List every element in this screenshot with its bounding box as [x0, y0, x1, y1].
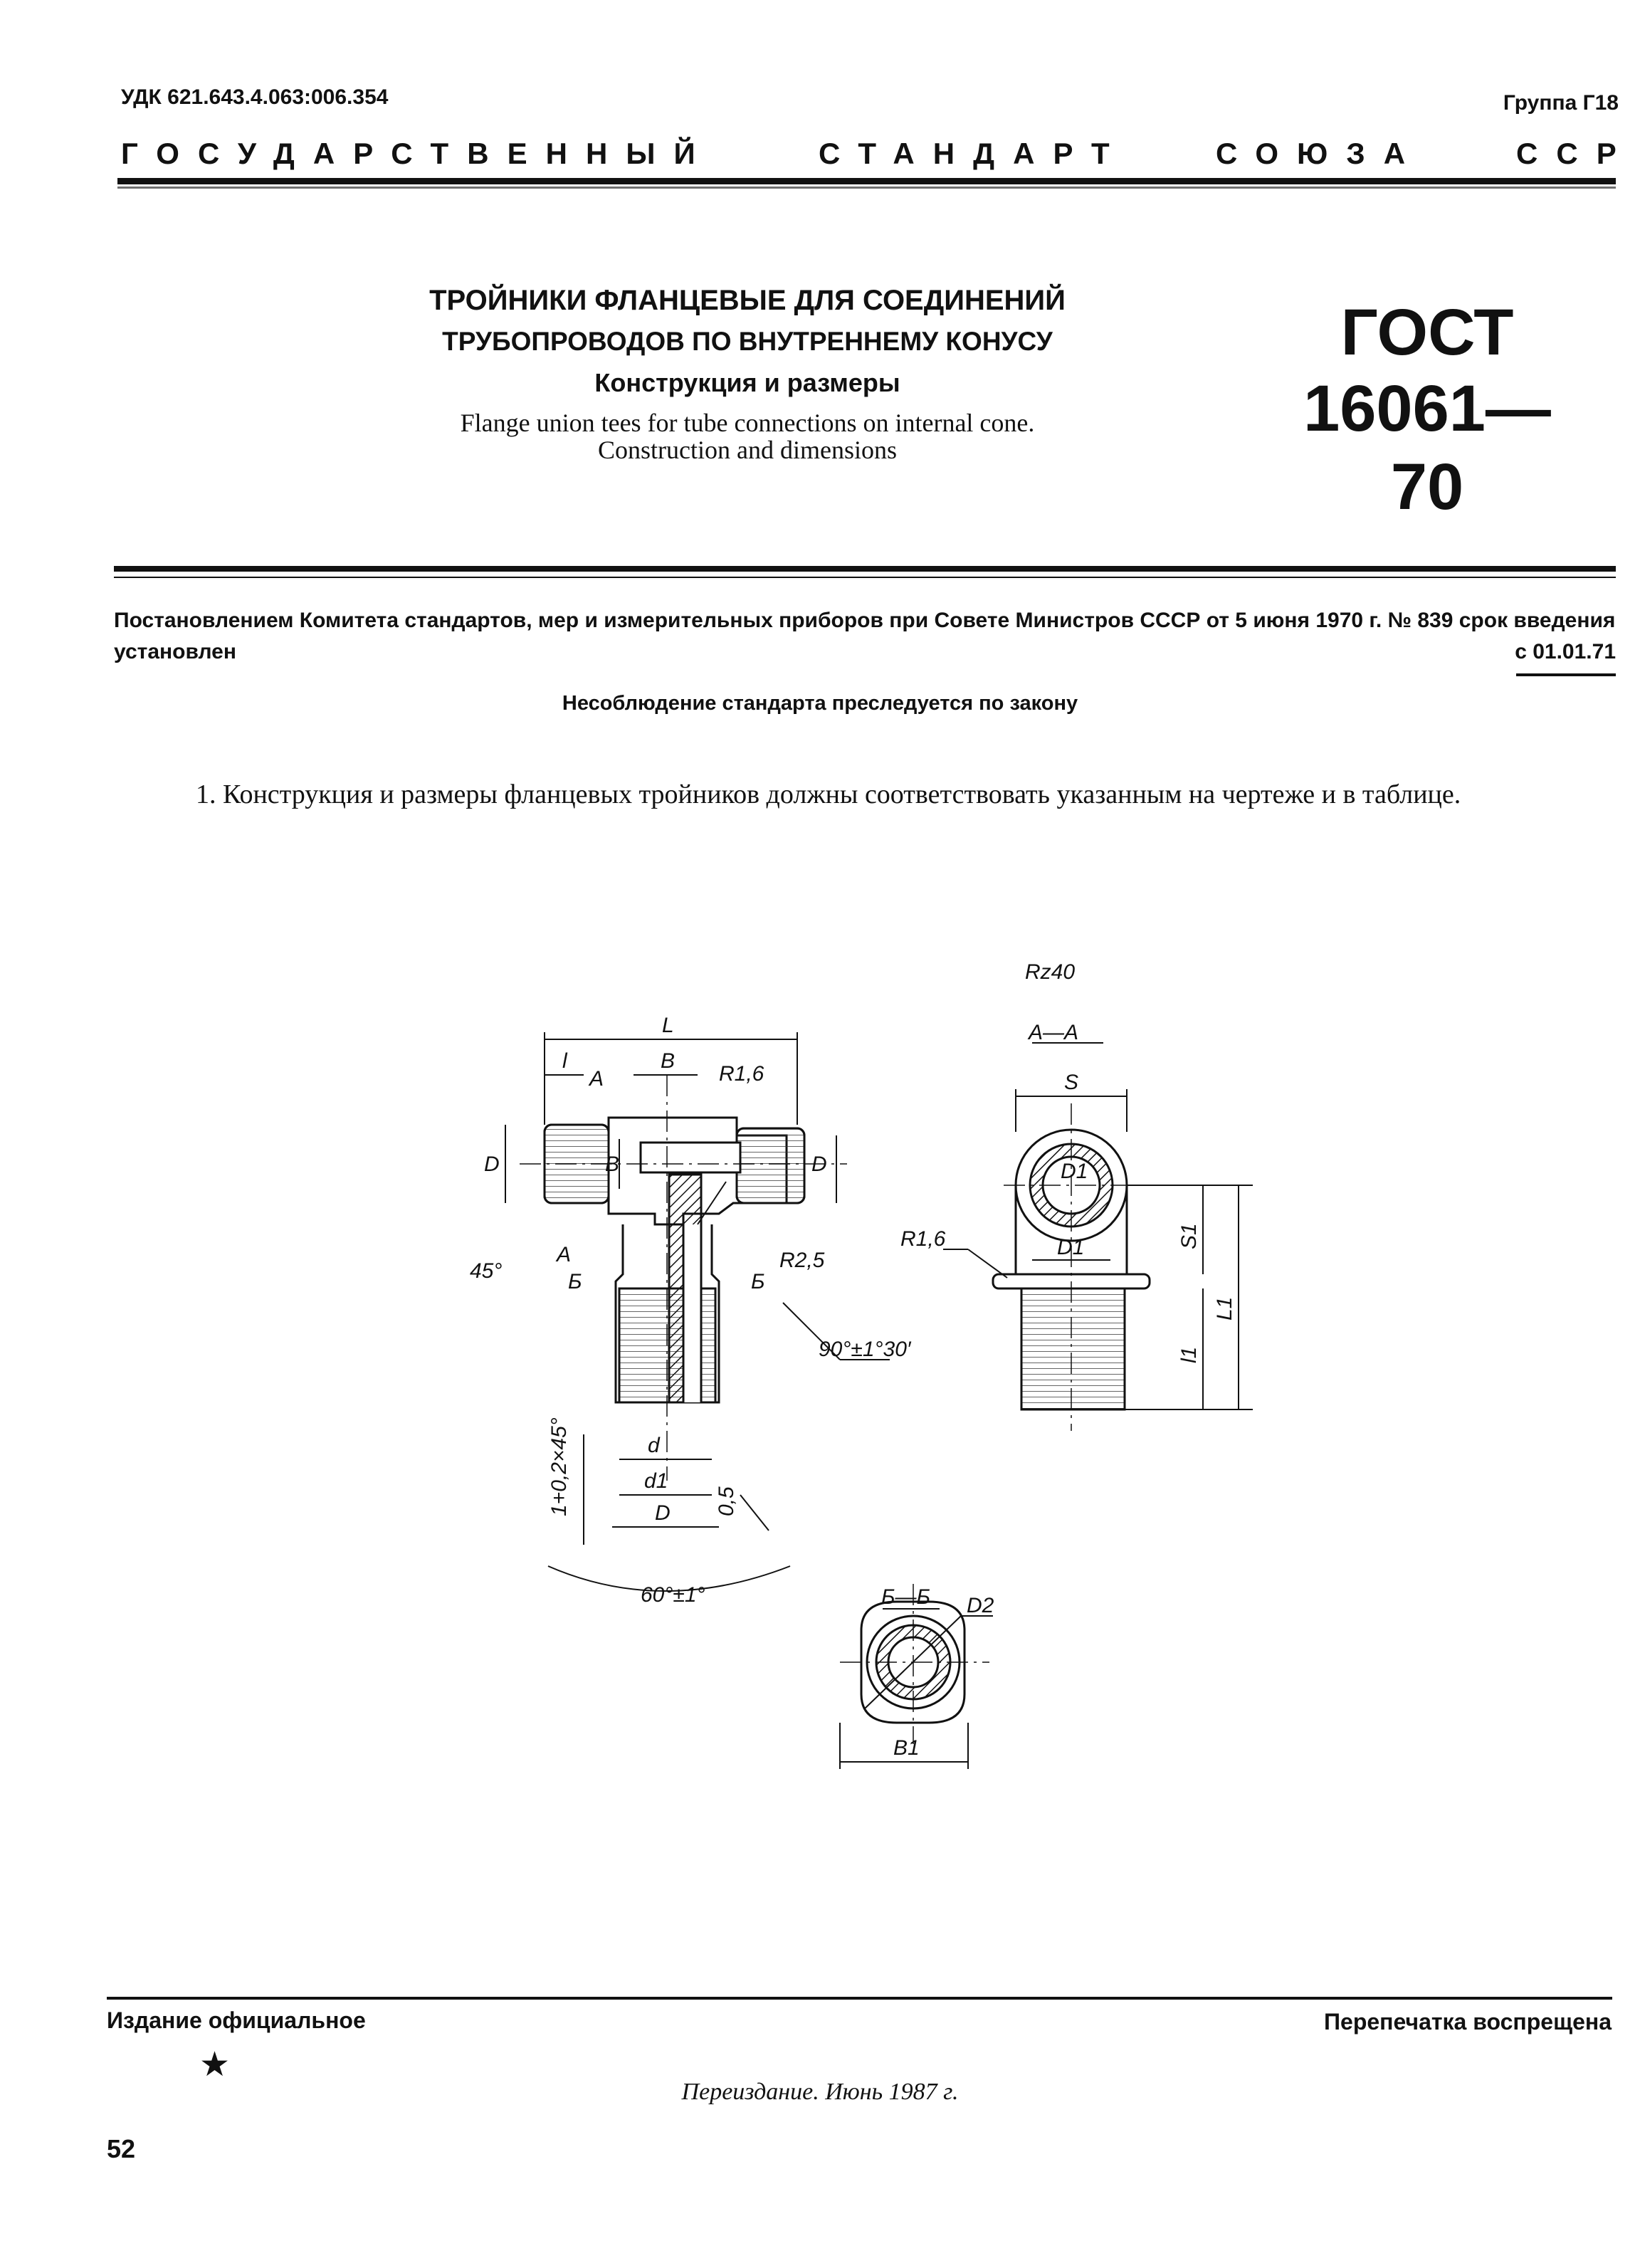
dim-R25: R2,5	[779, 1249, 825, 1272]
document-title	[249, 281, 1246, 463]
header-standard-word: СТАНДАРТ	[819, 137, 1128, 170]
section-mark-A-top: А	[589, 1067, 604, 1091]
star-icon: ★	[199, 2046, 231, 2084]
title-subtitle: Конструкция и размеры	[594, 368, 900, 397]
dim-angle-45: 45°	[470, 1259, 503, 1283]
dim-cone: 0,5	[715, 1486, 738, 1516]
gost-number-block	[1267, 295, 1587, 526]
dim-D1: D1	[1057, 1236, 1085, 1259]
dim-D1-circle: D1	[1061, 1160, 1088, 1183]
group-code: Группа Г18	[1503, 91, 1619, 115]
decree-date-underline	[1516, 673, 1616, 676]
title-english-2: Construction and dimensions	[598, 436, 897, 464]
dim-D2: D2	[967, 1594, 994, 1617]
gost-number: 16061—70	[1303, 372, 1551, 523]
footer-rule	[107, 1997, 1612, 2000]
reissue-note: Переиздание. Июнь 1987 г.	[681, 2079, 959, 2105]
header-state-word: ГОСУДАРСТВЕННЫЙ	[121, 137, 714, 170]
dim-D-left: D	[484, 1153, 500, 1176]
title-rule	[114, 566, 1616, 572]
section-bb-label: Б—Б	[881, 1585, 931, 1609]
dim-l1: l1	[1177, 1346, 1201, 1363]
section-mark-B-right: Б	[751, 1270, 765, 1293]
dim-L: L	[662, 1014, 674, 1037]
dim-d1: d1	[644, 1469, 668, 1493]
dim-angle-60: 60°±1°	[641, 1583, 705, 1607]
section-aa-view	[993, 1103, 1150, 1431]
title-english-1: Flange union tees for tube connections on internal cone.	[460, 409, 1035, 437]
dim-l: l	[562, 1049, 567, 1073]
dim-S1: S1	[1177, 1223, 1201, 1249]
section-mark-A-bottom: А	[557, 1243, 572, 1266]
header-rule	[117, 178, 1616, 184]
roughness-rz40: Rz40	[1025, 960, 1076, 984]
dim-D-bottom: D	[655, 1501, 671, 1525]
title-rule-thin	[114, 577, 1616, 578]
udk-code: УДК 621.643.4.063:006.354	[121, 85, 389, 109]
header-union-word: СОЮЗА	[1216, 137, 1424, 170]
legal-notice: Несоблюдение стандарта преследуется по закону	[562, 692, 1078, 715]
dim-angle-90: 90°±1°30′	[819, 1338, 911, 1361]
official-edition: Издание официальное	[107, 2007, 366, 2033]
dim-B-vertical: B	[605, 1153, 620, 1176]
reprint-forbidden: Перепечатка воспрещена	[1324, 2009, 1612, 2035]
dim-B1: B1	[893, 1736, 920, 1760]
decree-text: Постановлением Комитета стандартов, мер и измерительных приборов при Совете Министров СССР от 5 июня 1970 г. № 839 срок введения установлен	[114, 609, 1616, 663]
section-aa-label: А—А	[1029, 1021, 1079, 1044]
dim-B: B	[661, 1049, 676, 1073]
paragraph-1: 1. Конструкция и размеры фланцевых тройников должны соответствовать указанным на чертеже и в таблице.	[196, 779, 1461, 809]
title-line-2: ТРУБОПРОВОДОВ ПО ВНУТРЕННЕМУ КОНУСУ	[442, 327, 1053, 356]
decree-block	[114, 605, 1616, 668]
dim-chamfer: 1+0,2×45°	[547, 1417, 571, 1516]
section-mark-B-left: Б	[568, 1270, 582, 1293]
technical-drawing	[0, 890, 1640, 1872]
dim-L1: L1	[1213, 1296, 1236, 1321]
dim-S: S	[1064, 1071, 1079, 1094]
page-number: 52	[107, 2134, 136, 2163]
dim-R16: R1,6	[719, 1062, 764, 1086]
title-line-1: ТРОЙНИКИ ФЛАНЦЕВЫЕ ДЛЯ СОЕДИНЕНИЙ	[429, 285, 1066, 316]
dim-R16-side: R1,6	[900, 1227, 946, 1251]
dim-D-right: D	[811, 1153, 827, 1176]
dim-d: d	[648, 1434, 660, 1457]
decree-date: с 01.01.71	[1515, 640, 1616, 663]
header-rule-thin	[117, 187, 1616, 189]
gost-label: ГОСТ	[1340, 296, 1514, 369]
header-ussr-word: ССР	[1516, 137, 1635, 170]
